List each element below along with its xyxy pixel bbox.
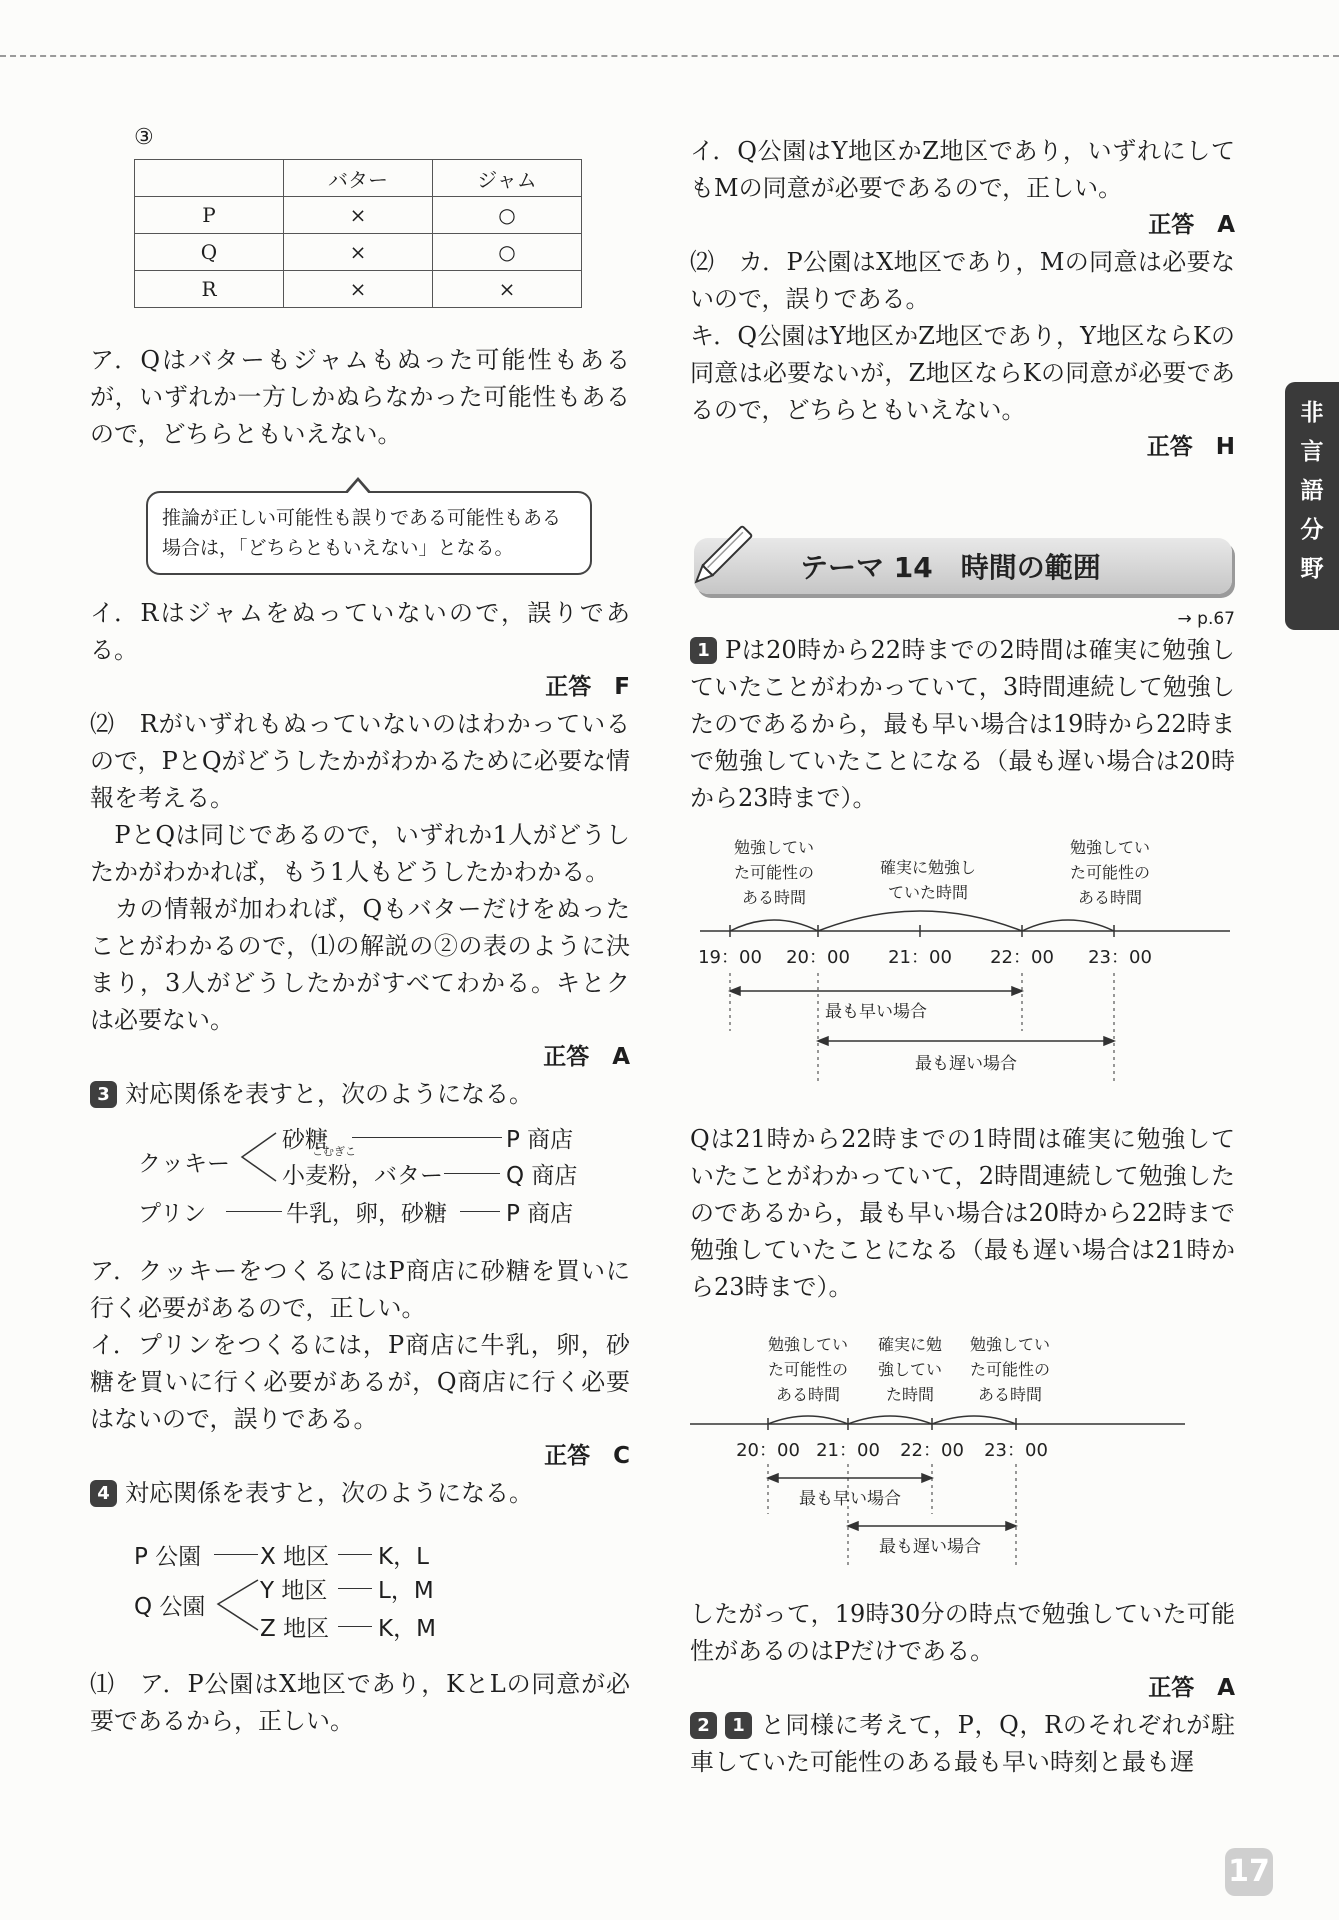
answer-label: 正答 F <box>545 674 630 700</box>
table-cell: × <box>284 271 433 308</box>
answer-label: 正答 A <box>543 1044 630 1070</box>
hint-bubble: 推論が正しい可能性も誤りである可能性もある場合は，「どちらともいえない」となる。 <box>146 491 592 575</box>
arc-certain <box>848 1416 932 1424</box>
label-latest: 最も遅い場合 <box>915 1054 1017 1074</box>
table-header-row <box>135 160 582 197</box>
pencil-icon <box>686 518 756 596</box>
table-cell: Q <box>135 234 284 271</box>
timeline-labels <box>734 838 1150 907</box>
label-possible-after: た可能性の <box>1069 863 1151 882</box>
connector-line <box>460 1211 500 1212</box>
explanation-part2: ⑵ Rがいずれもぬっていないのはわかっているので，PとQがどうしたかがわかるために必要な情報を考える。 <box>90 710 630 812</box>
table-circled-label: ③ <box>134 125 154 150</box>
page-reference: → p.67 <box>1177 609 1235 629</box>
arrow-head <box>848 1522 858 1530</box>
table-cell: ○ <box>433 197 582 234</box>
tick-labels <box>736 1440 1048 1461</box>
label-p-shop: P 商店 <box>506 1127 574 1153</box>
arc-possible-before <box>768 1416 848 1424</box>
question-number-badge: 3 <box>90 1081 117 1108</box>
label-z-area: Z 地区 <box>260 1616 330 1642</box>
tab-char: 語 <box>1300 478 1324 504</box>
label-possible-before: 勉強してい <box>733 838 815 857</box>
theme-title: テーマ 14 時間の範囲 <box>800 551 1101 584</box>
table-cell: R <box>135 271 284 308</box>
theme-header <box>690 524 1235 604</box>
label-possible-after: ある時間 <box>1077 888 1143 907</box>
timeline-diagram-q <box>690 1320 1235 1590</box>
answer-label: 正答 A <box>1148 1675 1235 1701</box>
branch-bracket <box>214 1572 262 1638</box>
explanation-a: ア．クッキーをつくるにはP商店に砂糖を買いに行く必要があるので，正しい。 <box>90 1257 630 1322</box>
table-cell: × <box>433 271 582 308</box>
question-number-badge: 1 <box>690 637 717 664</box>
arrow-head <box>922 1474 932 1482</box>
label-certain: ていた時間 <box>887 883 969 902</box>
explanation-q2-text: と同様に考えて，P，Q，Rのそれぞれが駐車していた可能性のある最も早い時刻と最も遅 <box>690 1711 1235 1776</box>
question-number-badge: 2 <box>690 1712 717 1739</box>
connector-line <box>226 1211 282 1212</box>
connector-line <box>338 1554 372 1555</box>
bread-table <box>134 159 582 308</box>
arrow-head <box>818 1037 828 1045</box>
tick-label: 23：00 <box>1088 947 1152 968</box>
tab-char: 分 <box>1300 517 1324 543</box>
label-possible-after: 勉強してい <box>1069 838 1151 857</box>
label-possible-before: た可能性の <box>767 1360 849 1379</box>
label-certain: 強してい <box>877 1360 943 1379</box>
explanation-part2: ⑵ カ．P公園はX地区であり，Mの同意は必要ないので，誤りである。 <box>690 248 1235 313</box>
table-row <box>135 271 582 308</box>
reference-number-badge: 1 <box>725 1712 752 1739</box>
label-certain: た時間 <box>885 1385 935 1404</box>
explanation-q1-text: Pは20時から22時までの2時間は確実に勉強していたことがわかっていて，3時間連続して勉強したのであるから，最も早い場合は19時から22時まで勉強していたことになる（最も遅い場合は20時から23時まで）。 <box>690 636 1235 812</box>
label-possible-after: た可能性の <box>969 1360 1051 1379</box>
arrow-head <box>1104 1037 1114 1045</box>
label-possible-before: 勉強してい <box>767 1335 849 1354</box>
tab-char: 野 <box>1300 556 1324 582</box>
table-header-cell: ジャム <box>433 160 582 197</box>
explanation-q-person: Qは21時から22時までの1時間は確実に勉強していたことがわかっていて，2時間連続して勉強したのであるから，最も早い場合は20時から22時まで勉強していたことになる（最も遅い場合は21時から23時まで）。 <box>690 1125 1235 1301</box>
tick-label: 21：00 <box>816 1440 880 1461</box>
explanation-part1: ⑴ ア．P公園はX地区であり，KとLの同意が必要であるから，正しい。 <box>90 1670 630 1735</box>
right-column <box>690 125 1235 1781</box>
tick-labels <box>698 947 1152 968</box>
table-header-cell <box>135 160 284 197</box>
arrow-head <box>1006 1522 1016 1530</box>
label-z-people: K，M <box>378 1616 436 1642</box>
label-sugar: 砂糖 <box>282 1127 328 1153</box>
section-tab-nonverbal <box>1285 382 1339 630</box>
tick-label: 19：00 <box>698 947 762 968</box>
label-q-shop: Q 商店 <box>506 1163 578 1189</box>
connector-line <box>338 1588 372 1589</box>
relation-diagram-shops <box>90 1113 630 1231</box>
label-y-people: L，M <box>378 1578 434 1604</box>
tab-char: 言 <box>1300 439 1324 465</box>
label-pudding: プリン <box>138 1201 207 1227</box>
arc-possible-after <box>932 1416 1016 1424</box>
connector-line <box>338 1626 372 1627</box>
label-certain: 確実に勉 <box>877 1335 943 1354</box>
label-possible-before: ある時間 <box>741 888 807 907</box>
label-pudding-items: 牛乳，卵，砂糖 <box>286 1201 447 1227</box>
label-y-area: Y 地区 <box>260 1578 328 1604</box>
label-earliest: 最も早い場合 <box>825 1002 927 1022</box>
answer-label: 正答 H <box>1146 434 1235 460</box>
connector-line <box>444 1173 500 1174</box>
timeline-labels <box>768 1335 1050 1404</box>
explanation-q1 <box>690 632 1235 817</box>
answer-label: 正答 C <box>544 1443 630 1469</box>
arc-possible-before <box>730 920 818 931</box>
question-3-intro <box>90 1076 630 1113</box>
left-column <box>90 125 630 1740</box>
table-row <box>135 234 582 271</box>
question-number-badge: 4 <box>90 1480 117 1507</box>
label-possible-before: ある時間 <box>775 1385 841 1404</box>
table-row <box>135 197 582 234</box>
tick-label: 20：00 <box>736 1440 800 1461</box>
label-cookie: クッキー <box>138 1151 230 1177</box>
tick-label: 20：00 <box>786 947 850 968</box>
explanation-i: イ．プリンをつくるには，P商店に牛乳，卵，砂糖を買いに行く必要があるが，Q商店に行く必要はないので，誤りである。 <box>90 1331 630 1433</box>
question-4-text: 対応関係を表すと，次のようになる。 <box>125 1479 533 1507</box>
label-p-shop: P 商店 <box>506 1201 574 1227</box>
explanation-q2 <box>690 1707 1235 1781</box>
question-4-intro <box>90 1475 630 1512</box>
table-header-cell: バター <box>284 160 433 197</box>
explanation-paragraph: カの情報が加われば，Qもバターだけをぬったことがわかるので，⑴の解説の②の表のように決まり，3人がどうしたかがすべてわかる。キとクは必要ない。 <box>90 895 630 1034</box>
label-possible-after: ある時間 <box>977 1385 1043 1404</box>
table-cell: × <box>284 197 433 234</box>
branch-bracket <box>238 1127 278 1187</box>
label-latest: 最も遅い場合 <box>879 1537 981 1557</box>
arrow-head <box>730 987 740 995</box>
label-q-park: Q 公園 <box>134 1594 206 1620</box>
label-possible-after: 勉強してい <box>969 1335 1051 1354</box>
ruby-flour: こむぎこ <box>312 1145 356 1158</box>
table-cell: × <box>284 234 433 271</box>
tick-label: 23：00 <box>984 1440 1048 1461</box>
conclusion: したがって，19時30分の時点で勉強していた可能性があるのはPだけである。 <box>690 1600 1235 1665</box>
explanation-paragraph: PとQは同じであるので，いずれか1人がどうしたかがわかれば，もう1人もどうしたかわかる。 <box>90 821 630 886</box>
timeline-diagram-p <box>690 825 1235 1115</box>
table-cell: ○ <box>433 234 582 271</box>
relation-diagram-parks <box>90 1526 630 1646</box>
question-3-text: 対応関係を表すと，次のようになる。 <box>125 1080 533 1108</box>
explanation-ki: キ．Q公園はY地区かZ地区であり，Y地区ならKの同意は必要ないが，Z地区ならKの同意が必要であるので，どちらともいえない。 <box>690 322 1235 424</box>
table-cell: P <box>135 197 284 234</box>
page-number: 17 <box>1225 1848 1273 1896</box>
explanation-i: イ．Q公園はY地区かZ地区であり，いずれにしてもMの同意が必要であるので，正しい。 <box>690 137 1235 202</box>
arrow-head <box>1012 987 1022 995</box>
label-x-area: X 地区 <box>260 1544 330 1570</box>
tick-label: 22：00 <box>900 1440 964 1461</box>
arc-possible-after <box>1022 920 1114 931</box>
tick-label: 21：00 <box>888 947 952 968</box>
arrow-head <box>768 1474 778 1482</box>
label-x-people: K，L <box>378 1544 429 1570</box>
label-possible-before: た可能性の <box>733 863 815 882</box>
label-certain: 確実に勉強し <box>879 858 977 877</box>
label-earliest: 最も早い場合 <box>799 1489 901 1509</box>
label-p-park: P 公園 <box>134 1544 202 1570</box>
tick-label: 22：00 <box>990 947 1054 968</box>
label-flour-butter: 小麦粉，バター <box>282 1163 443 1189</box>
page-top-dashed-rule <box>0 55 1339 57</box>
connector-line <box>352 1137 502 1138</box>
connector-line <box>214 1554 258 1555</box>
explanation-a: ア．Qはバターもジャムもぬった可能性もあるが，いずれか一方しかぬらなかった可能性もあるので，どちらともいえない。 <box>90 346 630 448</box>
explanation-i: イ．Rはジャムをぬっていないので，誤りである。 <box>90 599 630 664</box>
tab-char: 非 <box>1300 400 1324 426</box>
answer-label: 正答 A <box>1148 212 1235 238</box>
